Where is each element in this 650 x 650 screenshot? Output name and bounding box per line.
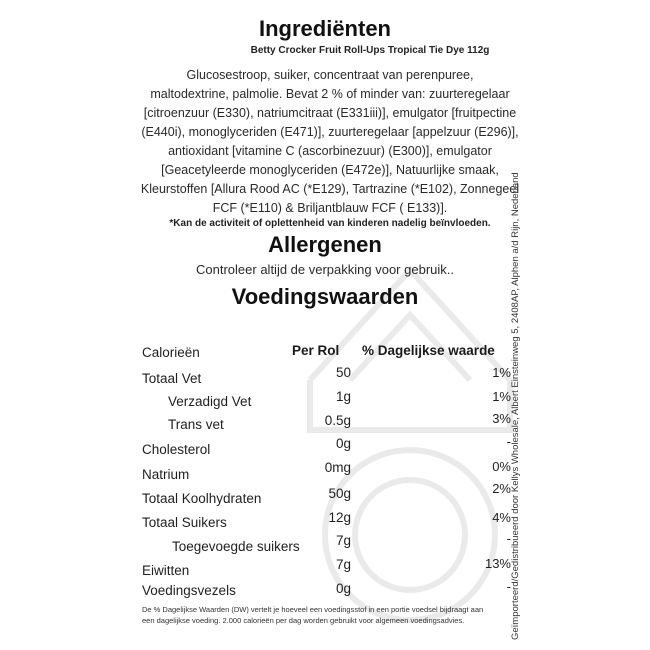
row-value: 50g <box>328 486 351 501</box>
row-label: Voedingsvezels <box>142 583 236 598</box>
row-value: 0g <box>335 436 351 451</box>
ingredients-line: Kleurstoffen [Allura Rood AC (*E129), Tartrazine (*E102), Zonnegeel <box>140 182 520 196</box>
row-label: Eiwitten <box>142 563 190 578</box>
row-label: Natrium <box>142 467 190 482</box>
nutrition-heading: Voedingswaarden <box>231 284 419 309</box>
row-label: Totaal Suikers <box>142 515 227 530</box>
row-label: Verzadigd Vet <box>168 394 252 409</box>
row-dv: - <box>506 434 511 449</box>
calories-header: Calorieën <box>142 345 200 360</box>
row-value: 1g <box>335 389 351 404</box>
ingredients-line: maltodextrine, palmolie. Bevat 2 % of minder van: zuurteregelaar <box>150 87 510 101</box>
product-subtitle: Betty Crocker Fruit Roll-Ups Tropical Tie Dye 112g <box>250 45 490 56</box>
warning-note: *Kan de activiteit of oplettenheid van kinderen nadelig beïnvloeden. <box>169 218 491 229</box>
footnote-line: De % Dagelijkse Waarden (DW) vertelt je hoeveel een voedingsstof in een portie voedsel bijdraagt aan <box>142 605 484 614</box>
row-value: 7g <box>335 557 351 572</box>
per-roll-header: Per Rol <box>292 343 340 358</box>
row-label: Cholesterol <box>142 442 211 457</box>
row-dv: 1% <box>492 365 511 380</box>
ingredients-line: FCF (*E110) & Briljantblauw FCF ( E133)]. <box>212 201 448 215</box>
footnote-line: een dagelijkse voeding. 2.000 calorieën per dag worden gebruikt voor algemeen voedingsadvies. <box>142 616 465 625</box>
row-value: 7g <box>335 533 351 548</box>
row-dv: - <box>506 531 511 546</box>
allergens-heading: Allergenen <box>268 232 382 257</box>
row-dv: 1% <box>492 389 511 404</box>
row-value: 50 <box>335 365 351 380</box>
row-value: 0mg <box>324 460 351 475</box>
daily-value-header: % Dagelijkse waarde <box>362 343 495 358</box>
ingredients-line: (E440i), monoglyceriden (E471)], zuurteregelaar [appelzuur (E296)], <box>141 125 519 139</box>
row-dv: - <box>506 579 511 594</box>
row-value: 12g <box>328 510 351 525</box>
row-label: Toegevoegde suikers <box>172 539 300 554</box>
row-label: Trans vet <box>168 417 224 432</box>
row-value: 0g <box>335 581 351 596</box>
ingredients-text <box>120 66 540 218</box>
page-title: Ingrediënten <box>258 16 391 41</box>
ingredients-line: [citroenzuur (E330), natriumcitraat (E331iii)], emulgator [fruitpectine <box>143 106 517 120</box>
ingredients-line: antioxidant [vitamine C (ascorbinezuur) (E300)], emulgator <box>168 144 492 158</box>
row-dv: 3% <box>492 411 511 426</box>
importer-side-text: Geïmporteerd/Gedistribueerd door Kellys Wholesale, Albert Einsteinweg 5, 2408AP, Alphen a/d Rijn, Nederland <box>510 172 521 640</box>
row-label: Totaal Koolhydraten <box>142 491 262 506</box>
allergens-text: Controleer altijd de verpakking voor gebruik.. <box>196 262 454 277</box>
ingredients-line: Glucosestroop, suiker, concentraat van perenpuree, <box>186 68 474 82</box>
row-dv: 13% <box>484 556 511 571</box>
row-dv: 2% <box>492 481 511 496</box>
row-value: 0.5g <box>324 413 351 428</box>
row-label: Totaal Vet <box>142 371 202 386</box>
row-dv: 0% <box>492 459 511 474</box>
ingredients-line: [Geacetyleerde monoglyceriden (E472e)], Natuurlijke smaak, <box>161 163 499 177</box>
footnote <box>142 604 512 626</box>
row-dv: 4% <box>492 510 511 525</box>
